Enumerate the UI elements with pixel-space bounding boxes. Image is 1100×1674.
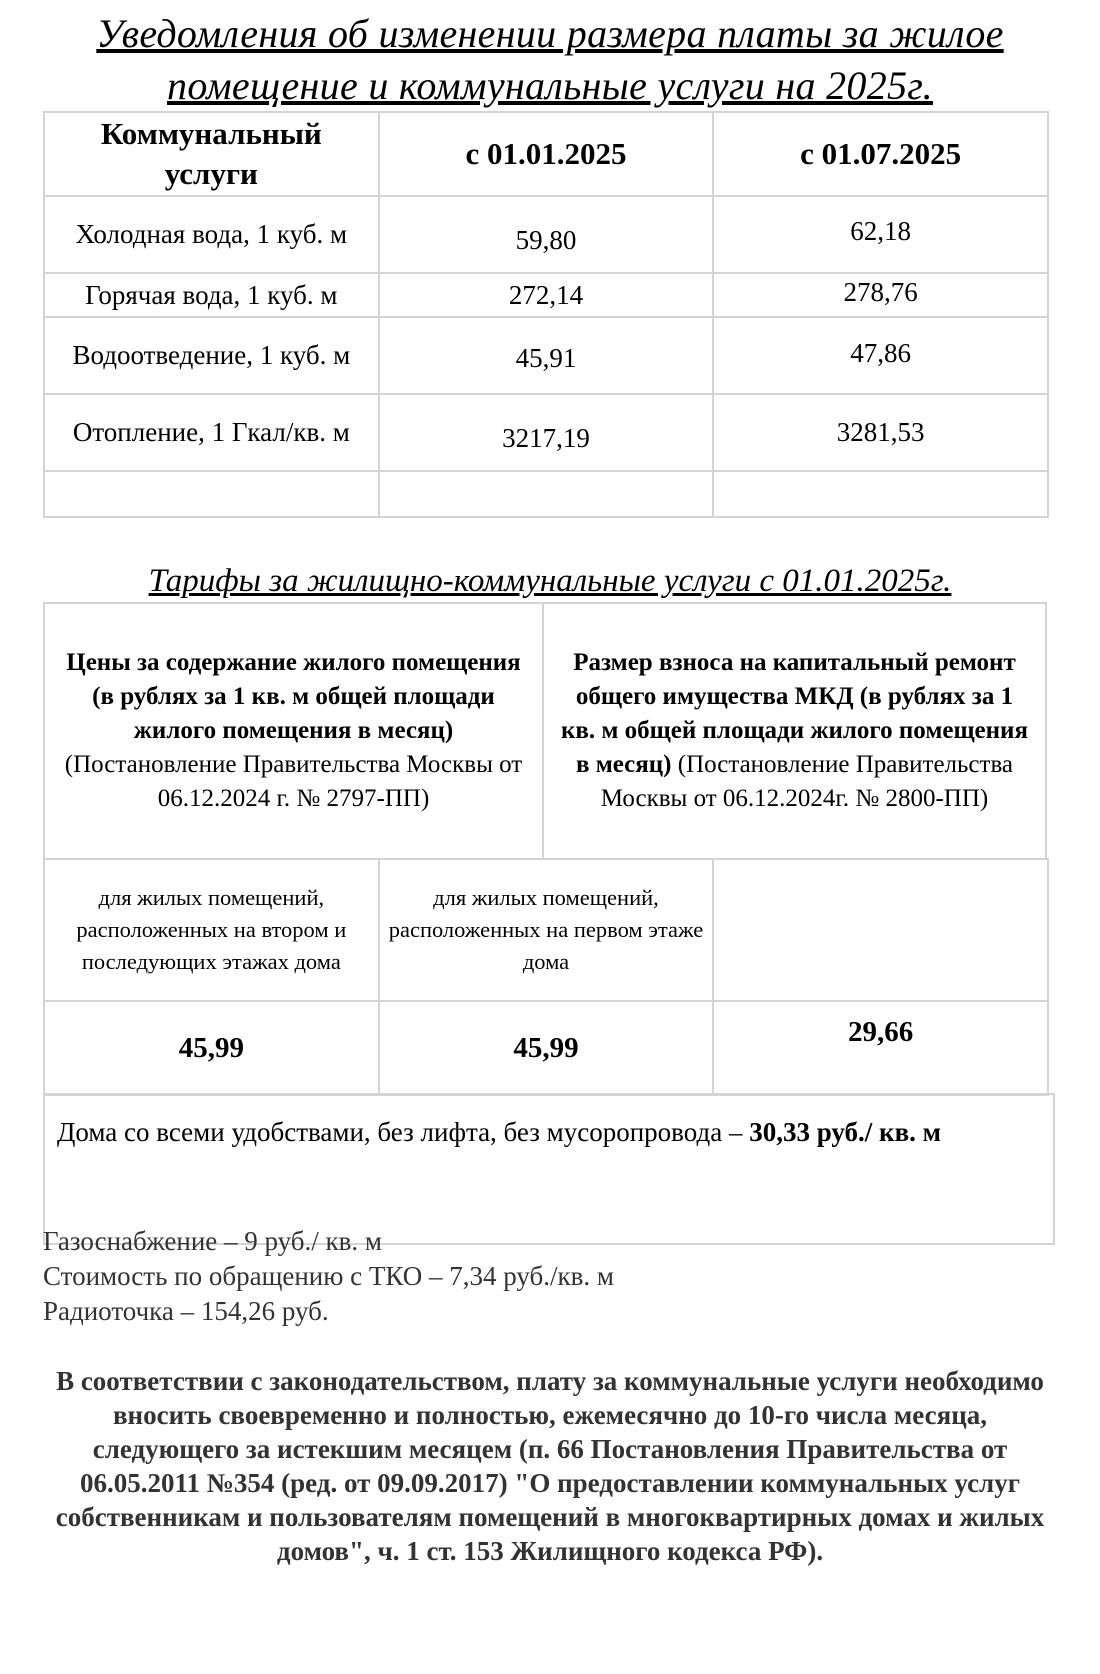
no-elevator-note	[43, 1093, 1055, 1245]
page-title	[0, 8, 1100, 112]
table-row	[44, 1001, 1048, 1095]
header-date-2: с 01.07.2025	[713, 112, 1048, 196]
header-date-1: с 01.01.2025	[379, 112, 714, 196]
maintenance-price-header	[44, 603, 543, 859]
extra-charges	[43, 1224, 1043, 1329]
table-row	[44, 317, 1048, 394]
rate-value: 3281,53	[713, 394, 1048, 471]
table-row	[44, 859, 1048, 1001]
tariffs-title: Тарифы за жилищно-коммунальные услуги с 01.01.2025г.	[148, 563, 952, 599]
service-name: Отопление, 1 Гкал/кв. м	[44, 394, 379, 471]
service-name: Горячая вода, 1 куб. м	[44, 273, 379, 317]
table-row	[44, 273, 1048, 317]
rate-value: 47,86	[713, 317, 1048, 394]
service-name: Водоотведение, 1 куб. м	[44, 317, 379, 394]
table-row	[44, 196, 1048, 273]
table-header-row	[44, 112, 1048, 196]
legal-notice: В соответствии с законодательством, плату за коммунальные услуги необходимо вносить своевременно и полностью, ежемесячно до 10-го числа месяца, следующего за истекшим месяцем (п. 66 Постановления Правительства от 06.05.2011 №354 (ред. от 09.09.2017) "О предоставлении коммунальных услуг собственникам и пользователям помещений в многоквартирных домах и жилых домов", ч. 1 ст. 153 Жилищного кодекса РФ).	[55, 1366, 1045, 1566]
capital-repair-price: 29,66	[713, 1001, 1048, 1095]
table-row-empty	[44, 471, 1048, 517]
radio-charge: Радиоточка – 154,26 руб.	[43, 1296, 329, 1326]
rate-value: 3217,19	[379, 394, 714, 471]
utility-rates-table	[43, 111, 1049, 518]
gas-charge: Газоснабжение – 9 руб./ кв. м	[43, 1226, 382, 1256]
capital-repair-title: Размер взноса на капитальный ремонт общего имущества МКД (в рублях за 1 кв. м общей площади жилого помещения в месяц)	[560, 649, 1028, 778]
service-name: Холодная вода, 1 куб. м	[44, 196, 379, 273]
maintenance-price-source: (Постановление Правительства Москвы от 06.12.2024 г. № 2797-ПП)	[64, 751, 523, 812]
first-floor-price: 45,99	[379, 1001, 714, 1095]
capital-repair-source: (Постановление Правительства Москвы от 06.12.2024г. № 2800-ПП)	[600, 751, 1014, 812]
tariffs-header-table	[43, 602, 1047, 860]
upper-floors-label: для жилых помещений, расположенных на втором и последующих этажах дома	[44, 859, 379, 1001]
rate-value: 272,14	[379, 273, 714, 317]
rate-value: 59,80	[379, 196, 714, 273]
waste-charge: Стоимость по обращению с ТКО – 7,34 руб./кв. м	[43, 1261, 614, 1291]
tariffs-values-table	[43, 858, 1049, 1096]
note-price: 30,33 руб./ кв. м	[749, 1117, 942, 1147]
header-service: Коммунальный услуги	[44, 112, 379, 196]
maintenance-price-title: Цены за содержание жилого помещения (в рублях за 1 кв. м общей площади жилого помещения в месяц)	[66, 649, 521, 744]
title-line-1: Уведомления об изменении размера платы за жилое	[96, 11, 1004, 56]
upper-floors-price: 45,99	[44, 1001, 379, 1095]
title-line-2: помещение и коммунальные услуги на 2025г.	[167, 63, 933, 108]
note-text: Дома со всеми удобствами, без лифта, без мусоропровода –	[57, 1117, 750, 1147]
rate-value: 62,18	[713, 196, 1048, 273]
table-row	[44, 394, 1048, 471]
capital-repair-header	[543, 603, 1046, 859]
rate-value: 45,91	[379, 317, 714, 394]
first-floor-label: для жилых помещений, расположенных на первом этаже дома	[379, 859, 714, 1001]
rate-value: 278,76	[713, 273, 1048, 317]
